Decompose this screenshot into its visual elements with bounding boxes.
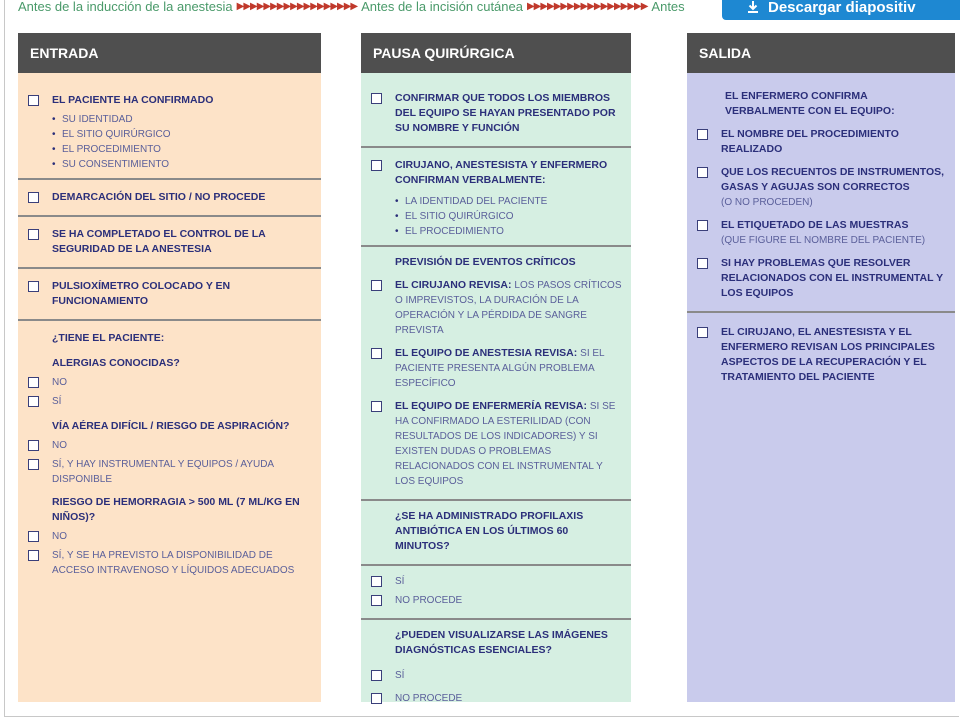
checkbox[interactable] [371,670,382,681]
salida-body [687,73,955,702]
entrada-section-3 [18,217,321,269]
list-item [28,438,313,453]
list-item [28,93,313,108]
list-item [28,457,313,487]
checkbox[interactable] [371,348,382,359]
question-imaging: ¿PUEDEN VISUALIZARSE LAS IMÁGENES DIAGNÓSTICAS ESENCIALES? [395,629,608,656]
option-label: NO PROCEDE [395,595,463,606]
list-item [697,325,947,385]
pausa-section-2 [361,148,631,247]
list-item [371,668,623,683]
option-label: NO [52,440,67,451]
list-item [371,691,623,706]
checkbox[interactable] [28,281,39,292]
checklist-label-bold: EL ETIQUETADO DE LAS MUESTRAS [721,219,909,231]
pausa-section-6 [361,620,631,716]
entrada-section-2 [18,180,321,217]
option-label: SÍ [395,670,405,681]
list-item [371,91,623,136]
checklist-label: PULSIOXÍMETRO COLOCADO Y EN FUNCIONAMIENTO [52,280,231,307]
entrada-column [18,33,321,702]
checkbox[interactable] [28,440,39,451]
checkbox[interactable] [371,93,382,104]
option-label: SÍ [52,396,62,407]
checklist-label: SI HAY PROBLEMAS QUE RESOLVER RELACIONADOS CON EL INSTRUMENTAL Y LOS EQUIPOS [721,257,943,299]
list-item [697,256,947,301]
checkbox[interactable] [28,531,39,542]
checklist-label-note: (QUE FIGURE EL NOMBRE DEL PACIENTE) [721,235,926,246]
checklist-label: DEMARCACIÓN DEL SITIO / NO PROCEDE [52,191,266,203]
checkbox[interactable] [371,160,382,171]
question-intro: ¿TIENE EL PACIENTE: [52,332,165,344]
option-label: NO PROCEDE [395,693,463,704]
bullet-item: • EL SITIO QUIRÚRGICO [395,209,623,224]
checklist-label-note: (O NO PROCEDEN) [721,197,813,208]
option-label: SÍ, Y SE HA PREVISTO LA DISPONIBILIDAD DE ACCESO INTRAVENOSO Y LÍQUIDOS ADECUADOS [52,550,295,576]
download-slide-button[interactable] [722,0,960,20]
bullet-item: • SU CONSENTIMIENTO [52,157,313,172]
pausa-body [361,73,631,702]
entrada-title: ENTRADA [18,33,321,73]
bullet-item: • EL PROCEDIMIENTO [395,224,623,239]
salida-section-1 [687,73,955,313]
list-item [28,375,313,390]
question-hemorrhage: RIESGO DE HEMORRAGIA > 500 ML (7 ML/KG EN NIÑOS)? [52,496,300,523]
pausa-section-3 [361,247,631,501]
checkbox[interactable] [371,401,382,412]
checklist-label: SE HA COMPLETADO EL CONTROL DE LA SEGURIDAD DE LA ANESTESIA [52,228,266,255]
checkbox[interactable] [697,258,708,269]
timeline-stage-2: Antes de la incisión cutánea [361,0,523,14]
checkbox[interactable] [28,229,39,240]
checkbox[interactable] [28,377,39,388]
checklist-label-bold: EL CIRUJANO REVISA: [395,279,512,291]
checkbox[interactable] [697,167,708,178]
checkbox[interactable] [697,327,708,338]
timeline-stage-1: Antes de la inducción de la anestesia [18,0,233,14]
checklist-label-detail: LOS PASOS CRÍTICOS O IMPREVISTOS, LA DURACIÓN DE LA OPERACIÓN Y LA PÉRDIDA DE SANGRE PREVISTA [395,280,622,336]
list-item [371,158,623,188]
list-item [697,218,947,248]
checklist-label: CONFIRMAR QUE TODOS LOS MIEMBROS DEL EQUIPO SE HAYAN PRESENTADO POR SU NOMBRE Y FUNCIÓN [395,92,616,134]
question-allergies: ALERGIAS CONOCIDAS? [52,357,180,369]
bullet-list [371,194,623,239]
pausa-section-1 [361,73,631,148]
checklist-label: CIRUJANO, ANESTESISTA Y ENFERMERO CONFIRMAN VERBALMENTE: [395,159,608,186]
list-item [371,278,623,338]
checklist-label-bold: EL EQUIPO DE ENFERMERÍA REVISA: [395,400,587,412]
bullet-list [28,112,313,172]
salida-column [687,33,955,702]
salida-intro: EL ENFERMERO CONFIRMA VERBALMENTE CON EL EQUIPO: [725,90,895,117]
bullet-item: • SU IDENTIDAD [52,112,313,127]
question-airway: VÍA AÉREA DIFÍCIL / RIESGO DE ASPIRACIÓN? [52,420,290,432]
list-item [371,346,623,391]
option-label: SÍ [395,576,405,587]
list-item [28,227,313,257]
checklist-label [395,278,623,338]
checkbox[interactable] [371,280,382,291]
bullet-item: • EL PROCEDIMIENTO [52,142,313,157]
pausa-title: PAUSA QUIRÚRGICA [361,33,631,73]
list-item [28,548,313,578]
checklist-label-bold: QUE LOS RECUENTOS DE INSTRUMENTOS, GASAS Y AGUJAS SON CORRECTOS [721,166,945,193]
checklist-label [721,165,947,210]
timeline-arrows-1: ▶▶▶▶▶▶▶▶▶▶▶▶▶▶▶▶▶▶ [236,0,358,12]
checklist-label-detail: SI SE HA CONFIRMADO LA ESTERILIDAD (CON RESULTADOS DE LOS INDICADORES) Y SI EXISTEN DUDAS O PROBLEMAS RELACIONADOS CON EL INSTRUMENTAL Y LOS EQUIPOS [395,401,616,487]
pausa-section-4 [361,501,631,566]
timeline-bar [18,0,685,16]
option-label: NO [52,531,67,542]
checklist-label [395,399,623,489]
checkbox[interactable] [28,396,39,407]
download-icon [746,0,760,14]
checklist-label [721,218,925,248]
checkbox[interactable] [371,576,382,587]
list-item [371,593,623,608]
checkbox[interactable] [28,459,39,470]
list-item [371,574,623,589]
list-item [697,127,947,157]
checkbox[interactable] [28,192,39,203]
critical-events-title: PREVISIÓN DE EVENTOS CRÍTICOS [395,256,576,268]
checkbox[interactable] [28,550,39,561]
checklist-label [395,346,623,391]
list-item [28,279,313,309]
timeline-stage-3: Antes [651,0,685,14]
bullet-item: • LA IDENTIDAD DEL PACIENTE [395,194,623,209]
list-item [28,529,313,544]
pausa-column [361,33,631,702]
entrada-section-4 [18,269,321,321]
download-button-label: Descargar diapositiv [768,0,916,16]
list-item [371,399,623,489]
entrada-section-1 [18,73,321,180]
salida-title: SALIDA [687,33,955,73]
checkbox[interactable] [697,129,708,140]
list-item [28,394,313,409]
checkbox[interactable] [28,95,39,106]
bullet-item: • EL SITIO QUIRÚRGICO [52,127,313,142]
timeline-arrows-2: ▶▶▶▶▶▶▶▶▶▶▶▶▶▶▶▶▶▶ [526,0,648,12]
checklist-label: EL NOMBRE DEL PROCEDIMIENTO REALIZADO [721,128,899,155]
pausa-section-5 [361,566,631,620]
list-item [28,190,313,205]
checklist-label: EL CIRUJANO, EL ANESTESISTA Y EL ENFERMERO REVISAN LOS PRINCIPALES ASPECTOS DE LA RECUPERACIÓN Y EL TRATAMIENTO DEL PACIENTE [721,326,935,383]
checkbox[interactable] [371,595,382,606]
checklist-label-bold: EL EQUIPO DE ANESTESIA REVISA: [395,347,578,359]
salida-section-2 [687,313,955,395]
checklist-label-detail: SI EL PACIENTE PRESENTA ALGÚN PROBLEMA ESPECÍFICO [395,348,605,389]
checklist-label: EL PACIENTE HA CONFIRMADO [52,94,214,106]
checkbox[interactable] [371,693,382,704]
option-label: NO [52,377,67,388]
list-item [697,165,947,210]
checkbox[interactable] [697,220,708,231]
entrada-body [18,73,321,702]
entrada-questions [18,321,321,588]
option-label: SÍ, Y HAY INSTRUMENTAL Y EQUIPOS / AYUDA DISPONIBLE [52,459,274,485]
question-antibiotic: ¿SE HA ADMINISTRADO PROFILAXIS ANTIBIÓTICA EN LOS ÚLTIMOS 60 MINUTOS? [395,510,584,552]
